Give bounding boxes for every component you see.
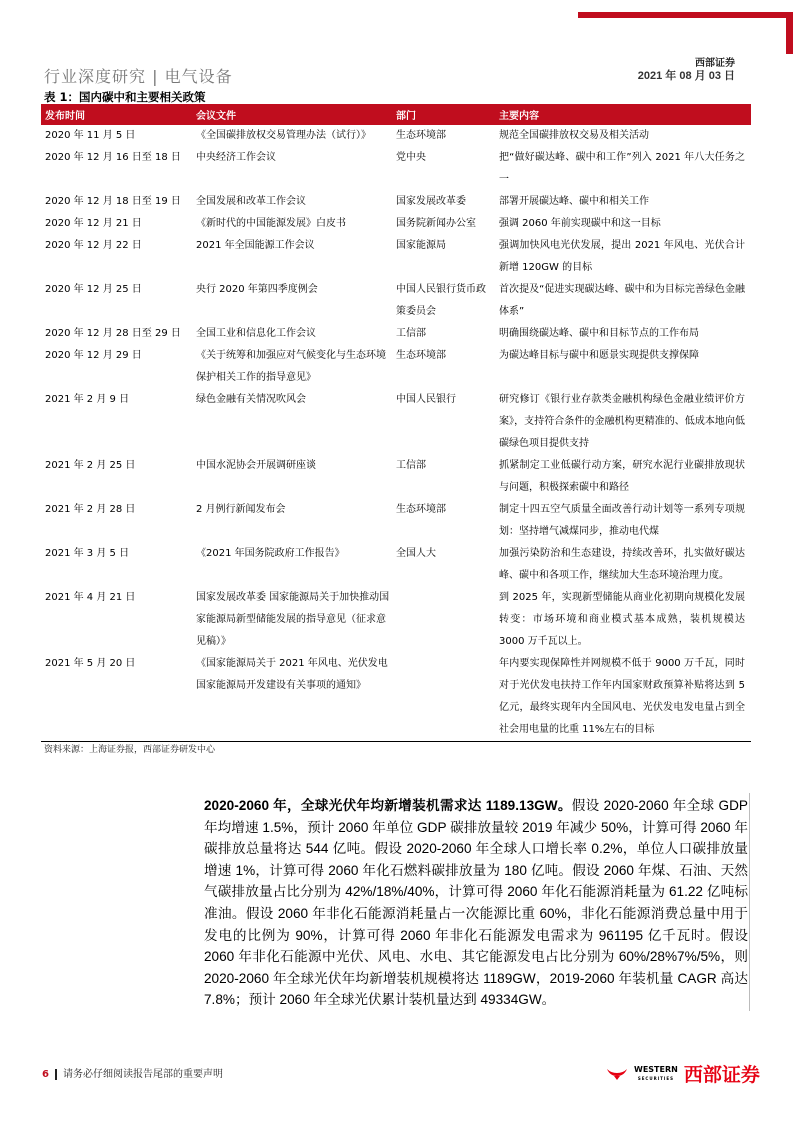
disclaimer-notice: 请务必仔细阅读报告尾部的重要声明 <box>62 1069 223 1080</box>
document-cell: 全国发展和改革工作会议 <box>196 196 306 207</box>
date-cell: 2020 年 12 月 29 日 <box>45 350 142 361</box>
table-row <box>41 653 751 742</box>
page-number: 6 <box>42 1069 49 1080</box>
department-cell: 中国人民银行 <box>396 394 456 405</box>
logo-english: WESTERN SECURITIES <box>634 1064 678 1081</box>
table-row <box>41 323 751 345</box>
section-title: 行业深度研究 | 电气设备 <box>44 67 233 86</box>
bull-icon <box>606 1068 628 1080</box>
header-brand: 西部证券 <box>695 58 735 69</box>
table-caption: 表 1：国内碳中和主要相关政策 <box>44 90 206 104</box>
table-row <box>41 455 751 499</box>
content-cell: 加强污染防治和生态建设，持续改善环，扎实做好碳达峰、碳中和各项工作，继续加大生态环境治理力度。 <box>499 548 745 581</box>
date-cell: 2021 年 2 月 25 日 <box>45 460 136 471</box>
table-row <box>41 499 751 543</box>
table-row <box>41 389 751 455</box>
policy-table <box>41 104 751 742</box>
content-cell: 抓紧制定工业低碳行动方案，研究水泥行业碳排放现状与问题，积极探索碳中和路径 <box>499 460 745 493</box>
document-cell: 《国家能源局关于 2021 年风电、光伏发电国家能源局开发建设有关事项的通知》 <box>192 653 392 742</box>
date-cell: 2020 年 12 月 21 日 <box>45 218 142 229</box>
document-cell: 中国水泥协会开展调研座谈 <box>196 460 316 471</box>
content-cell: 强调加快风电光伏发展，提出 2021 年风电、光伏合计新增 120GW 的目标 <box>499 240 745 273</box>
table-row <box>41 543 751 587</box>
divider <box>749 793 750 1011</box>
department-cell: 国务院新闻办公室 <box>396 218 476 229</box>
content-cell: 到 2025 年，实现新型储能从商业化初期向规模化发展转变：市场环境和商业模式基本成熟，装机规模达 3000 万千瓦以上。 <box>499 592 745 647</box>
date-cell: 2021 年 4 月 21 日 <box>45 592 136 603</box>
department-cell: 党中央 <box>396 152 426 163</box>
corner-decoration <box>578 12 793 18</box>
logo-chinese: 西部证券 <box>683 1064 760 1086</box>
content-cell: 制定十四五空气质量全面改善行动计划等一系列专项规划：坚持增气减煤同步，推动电代煤 <box>499 504 745 537</box>
date-cell: 2021 年 3 月 5 日 <box>45 548 130 559</box>
date-cell: 2020 年 12 月 28 日至 29 日 <box>45 328 181 339</box>
content-cell: 年内要实现保障性并网规模不低于 9000 万千瓦，同时对于光伏发电扶持工作年内国家财政预算补贴将达到 5 亿元，最终实现年内全国风电、光伏发电发电量占到全社会用电量的比重 11%左右的目标 <box>495 653 751 742</box>
date-cell: 2020 年 12 月 16 日至 18 日 <box>45 152 181 163</box>
table-row <box>41 147 751 191</box>
document-cell: 《新时代的中国能源发展》白皮书 <box>196 218 346 229</box>
department-cell: 工信部 <box>396 460 426 471</box>
content-cell: 首次提及“促进实现碳达峰、碳中和为目标完善绿色金融体系” <box>499 284 745 317</box>
date-cell: 2020 年 12 月 25 日 <box>45 284 142 295</box>
table-row <box>41 125 751 147</box>
document-cell: 全国工业和信息化工作会议 <box>196 328 316 339</box>
table-row <box>41 213 751 235</box>
date-cell: 2021 年 5 月 20 日 <box>41 653 192 742</box>
content-cell: 明确围绕碳达峰、碳中和目标节点的工作布局 <box>499 328 699 339</box>
department-cell: 国家发展改革委 <box>396 196 466 207</box>
department-cell: 全国人大 <box>396 548 436 559</box>
document-cell: 2021 年全国能源工作会议 <box>196 240 315 251</box>
document-cell: 央行 2020 年第四季度例会 <box>196 284 318 295</box>
corner-decoration <box>786 12 793 54</box>
department-cell: 工信部 <box>396 328 426 339</box>
department-cell: 国家能源局 <box>396 240 446 251</box>
table-row <box>41 587 751 653</box>
table-row <box>41 279 751 323</box>
column-header: 会议文件 <box>192 104 392 125</box>
document-cell: 国家发展改革委 国家能源局关于加快推动国家能源局新型储能发展的指导意见（征求意见稿）》 <box>196 592 390 647</box>
department-cell: 生态环境部 <box>396 130 446 141</box>
document-cell: 中央经济工作会议 <box>196 152 276 163</box>
column-header: 发布时间 <box>41 104 192 125</box>
column-header: 主要内容 <box>495 104 751 125</box>
body-paragraph <box>204 795 748 1011</box>
content-cell: 把“做好碳达峰、碳中和工作”列入 2021 年八大任务之一 <box>499 152 745 185</box>
content-cell: 为碳达峰目标与碳中和愿景实现提供支撑保障 <box>499 350 699 361</box>
document-cell: 《关于统筹和加强应对气候变化与生态环境保护相关工作的指导意见》 <box>196 350 386 383</box>
divider <box>55 1069 57 1080</box>
document-cell: 《全国碳排放权交易管理办法（试行）》 <box>196 130 371 141</box>
date-cell: 2020 年 12 月 22 日 <box>45 240 142 251</box>
document-cell: 《2021 年国务院政府工作报告》 <box>196 548 345 559</box>
report-date: 2021 年 08 月 03 日 <box>637 70 735 82</box>
document-cell: 2 月例行新闻发布会 <box>196 504 286 515</box>
date-cell: 2021 年 2 月 9 日 <box>45 394 130 405</box>
column-header: 部门 <box>392 104 495 125</box>
date-cell: 2020 年 11 月 5 日 <box>45 130 136 141</box>
department-cell: 生态环境部 <box>396 504 446 515</box>
document-cell: 绿色金融有关情况吹风会 <box>196 394 306 405</box>
table-header-row <box>41 104 751 125</box>
paragraph-text: 假设 2020-2060 年全球 GDP 年均增速 1.5%，预计 2060 年单位 GDP 碳排放量较 2019 年减少 50%，计算可得 2060 年碳排放总量将达 544 亿吨。假设 2020-2060 年全球人口增长率 0.2%，单位人口碳排放量增速 1%，计算可得 2060 年化石燃料碳排放量为 180 亿吨。假设 2060 年煤、石油、天然气碳排放量占比分别为 42%/18%/40%，计算可得 2060 年化石能源消耗量为 61.22 亿吨标准油。假设 2060 年非化石能源消耗量占一次能源比重 60%，非化石能源消费总量中用于发电的比例为 90%，计算可得 2060 年非化石能源发电需求为 961195 亿千瓦时。假设 2060 年非化石能源中光伏、风电、水电、其它能源发电占比分别为 60%/28%7%/5%，则 2020-2060 年全球光伏年均新增装机规模将达 1189GW，2019-2060 年装机量 CAGR 高达 7.8%；预计 2060 年全球光伏累计装机量达到 49334GW。 <box>204 798 748 1008</box>
content-cell: 研究修订《银行业存款类金融机构绿色金融业绩评价方案》，支持符合条件的金融机构更精准的、低成本地向低碳绿色项目提供支持 <box>499 394 745 449</box>
table-row <box>41 345 751 389</box>
table-row <box>41 191 751 213</box>
content-cell: 强调 2060 年前实现碳中和这一目标 <box>499 218 661 229</box>
table-source: 资料来源：上海证券报，西部证券研发中心 <box>44 745 216 755</box>
department-cell: 生态环境部 <box>396 350 446 361</box>
date-cell: 2021 年 2 月 28 日 <box>45 504 136 515</box>
footer <box>42 1065 223 1080</box>
table-row <box>41 235 751 279</box>
department-cell <box>392 653 495 742</box>
date-cell: 2020 年 12 月 18 日至 19 日 <box>45 196 181 207</box>
company-logo <box>606 1060 760 1087</box>
paragraph-lead: 2020-2060 年，全球光伏年均新增装机需求达 1189.13GW。 <box>204 798 572 813</box>
content-cell: 部署开展碳达峰、碳中和相关工作 <box>499 196 649 207</box>
department-cell: 中国人民银行货币政策委员会 <box>396 284 486 317</box>
content-cell: 规范全国碳排放权交易及相关活动 <box>499 130 649 141</box>
department-cell <box>392 587 495 653</box>
